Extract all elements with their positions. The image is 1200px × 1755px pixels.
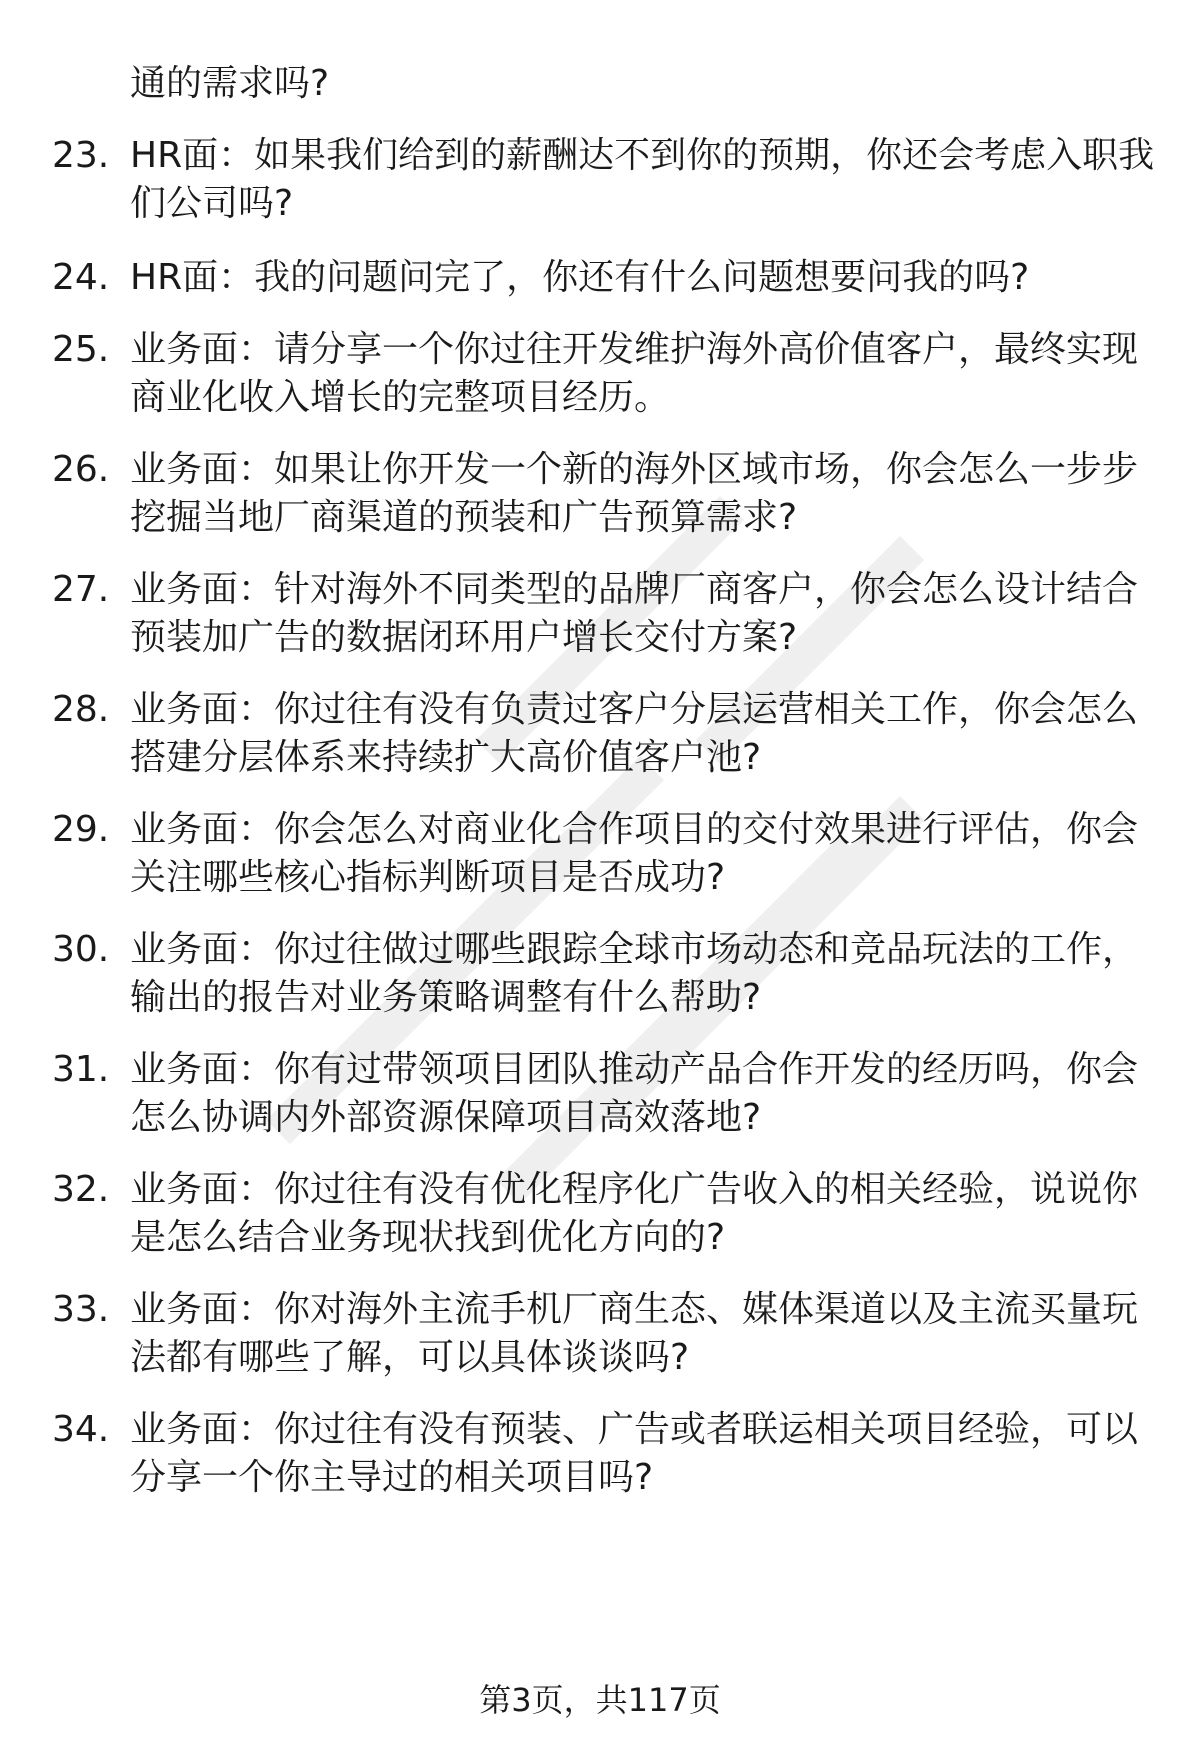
- question-number: 33.: [52, 1289, 110, 1330]
- question-text-line: 分享一个你主导过的相关项目吗?: [130, 1457, 654, 1498]
- question-number: 23.: [52, 135, 110, 176]
- question-text-line: 业务面：如果让你开发一个新的海外区域市场，你会怎么一步步: [130, 449, 1139, 490]
- question-text-line: 关注哪些核心指标判断项目是否成功?: [130, 857, 726, 898]
- question-text-line: 业务面：针对海外不同类型的品牌厂商客户，你会怎么设计结合: [130, 569, 1139, 610]
- question-number: 31.: [52, 1049, 110, 1090]
- question-text-line: 业务面：请分享一个你过往开发维护海外高价值客户，最终实现: [130, 329, 1139, 370]
- question-text-line: 输出的报告对业务策略调整有什么帮助?: [130, 977, 762, 1018]
- question-text-line: 业务面：你有过带领项目团队推动产品合作开发的经历吗，你会: [130, 1049, 1139, 1090]
- question-text-line: 业务面：你过往有没有预装、广告或者联运相关项目经验，可以: [130, 1409, 1139, 1450]
- question-text-line: 法都有哪些了解，可以具体谈谈吗?: [130, 1337, 690, 1378]
- question-text-line: 预装加广告的数据闭环用户增长交付方案?: [130, 617, 798, 658]
- question-number: 26.: [52, 449, 110, 490]
- page-footer: 第3页，共117页: [479, 1681, 721, 1719]
- question-text-line: 业务面：你对海外主流手机厂商生态、媒体渠道以及主流买量玩: [130, 1289, 1139, 1330]
- question-number: 32.: [52, 1169, 110, 1210]
- question-number: 27.: [52, 569, 110, 610]
- question-text-line: HR面：如果我们给到的薪酬达不到你的预期，你还会考虑入职我: [130, 135, 1155, 176]
- continuation-line: 通的需求吗?: [130, 63, 330, 104]
- question-text-line: 业务面：你会怎么对商业化合作项目的交付效果进行评估，你会: [130, 809, 1139, 850]
- question-text-line: 业务面：你过往做过哪些跟踪全球市场动态和竞品玩法的工作，: [130, 929, 1139, 970]
- question-text-line: 挖掘当地厂商渠道的预装和广告预算需求?: [130, 497, 798, 538]
- question-number: 25.: [52, 329, 110, 370]
- question-text-line: 搭建分层体系来持续扩大高价值客户池?: [130, 737, 762, 778]
- question-text-line: 商业化收入增长的完整项目经历。: [130, 377, 671, 418]
- question-number: 24.: [52, 257, 110, 298]
- question-text-line: 是怎么结合业务现状找到优化方向的?: [130, 1217, 726, 1258]
- question-text-line: HR面：我的问题问完了，你还有什么问题想要问我的吗?: [130, 257, 1030, 298]
- question-text-line: 业务面：你过往有没有优化程序化广告收入的相关经验，说说你: [130, 1169, 1139, 1210]
- question-text-line: 怎么协调内外部资源保障项目高效落地?: [130, 1097, 762, 1138]
- question-text-line: 业务面：你过往有没有负责过客户分层运营相关工作，你会怎么: [130, 689, 1139, 730]
- question-text-line: 们公司吗?: [130, 183, 294, 224]
- question-number: 28.: [52, 689, 110, 730]
- question-number: 30.: [52, 929, 110, 970]
- question-number: 34.: [52, 1409, 110, 1450]
- question-number: 29.: [52, 809, 110, 850]
